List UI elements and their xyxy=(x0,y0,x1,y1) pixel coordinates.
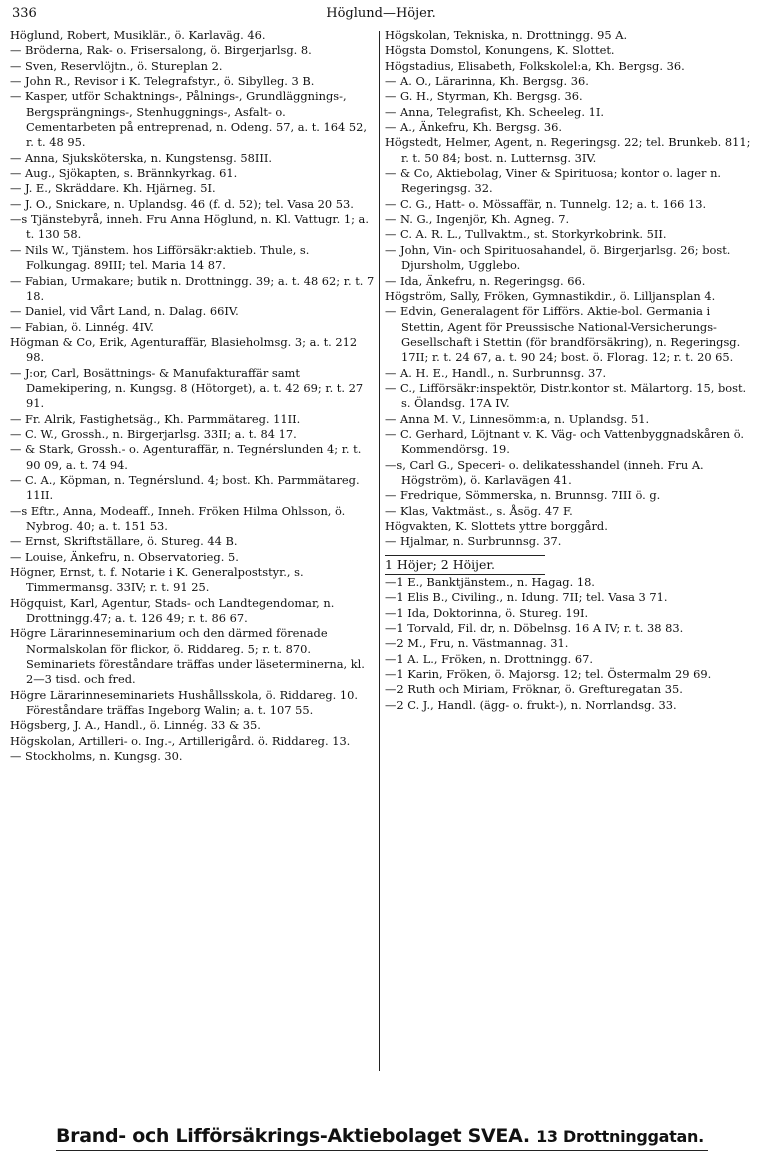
banner-address: 13 Drottninggatan. xyxy=(536,1127,704,1146)
directory-entry: — Ernst, Skriftställare, ö. Stureg. 44 B. xyxy=(10,534,238,549)
directory-entry: — J. O., Snickare, n. Uplandsg. 46 (f. d. 52); tel. Vasa 20 53. xyxy=(10,196,354,211)
directory-entry: — Aug., Sjökapten, s. Brännkyrkag. 61. xyxy=(10,166,238,181)
directory-entry: Högskolan, Tekniska, n. Drottningg. 95 A. xyxy=(385,28,628,42)
directory-entry: — C. Gerhard, Löjtnant v. K. Väg- och Vattenbyggnadskåren ö. Kommendörsg. 19. xyxy=(385,426,745,457)
running-head: Höglund—Höjer. xyxy=(326,6,436,21)
directory-entry: —1 Elis B., Civiling., n. Idung. 7II; tel. Vasa 3 71. xyxy=(385,590,668,605)
page-number: 336 xyxy=(12,6,37,21)
directory-entry: —1 Torvald, Fil. dr, n. Döbelnsg. 16 A IV; r. t. 38 83. xyxy=(385,621,684,636)
directory-entry: Högquist, Karl, Agentur, Stads- och Landtegendomar, n. Drottningg.47; a. t. 126 49; r. t. 86 67. xyxy=(10,595,335,626)
directory-entry: — Nils W., Tjänstem. hos Lifförsäkr:aktieb. Thule, s. Folkungag. 89III; tel. Maria 14 87. xyxy=(10,242,310,273)
directory-entry: — Louise, Änkefru, n. Observatorieg. 5. xyxy=(10,549,239,564)
banner-underline xyxy=(56,1150,708,1151)
directory-entry: Högre Lärarinneseminarium och den därmed förenade Normalskolan för flickor, ö. Riddareg. 5; r. t. 870. Seminariets föreståndare träffas under läseterminerna, kl. 2—3 tisd. och fred. xyxy=(10,626,365,687)
directory-entry: — Kasper, utför Schaktnings-, Pålnings-, Grundläggnings-, Bergsprängnings-, Stenhuggnings-, Asfalt- o. Cementarbeten på entreprenad, n. Odeng. 57, a. t. 164 52, r. t. 48 95. xyxy=(10,89,368,150)
directory-entry: — J:or, Carl, Bosättnings- & Manufakturaffär samt Damekipering, n. Kungsg. 8 (Hötorget), a. t. 42 69; r. t. 27 91. xyxy=(10,365,364,411)
advertisement-banner xyxy=(56,1125,716,1147)
directory-entry: — & Stark, Grossh.- o. Agenturaffär, n. Tegnérslunden 4; r. t. 90 09, a. t. 74 94. xyxy=(10,442,362,472)
directory-entry: — Daniel, vid Vårt Land, n. Dalag. 66IV. xyxy=(10,304,239,319)
directory-entry: Högstadius, Elisabeth, Folkskolel:a, Kh. Bergsg. 36. xyxy=(385,58,685,73)
directory-entry: — G. H., Styrman, Kh. Bergsg. 36. xyxy=(385,89,583,104)
directory-entry: — Fredrique, Sömmerska, n. Brunnsg. 7III ö. g. xyxy=(385,488,661,503)
directory-entry: — Ida, Änkefru, n. Regeringsg. 66. xyxy=(385,273,586,288)
directory-entry: — Edvin, Generalagent för Lifförs. Aktie-bol. Germania i Stettin, Agent för Preussische National-Versicherungs-Gesellschaft i Stettin (för brandförsäkring), n. Regeringsg. 17II; r. t. 24 67, a. t. 90 24; bost. ö. Florag. 12; r. t. 20 65. xyxy=(385,304,741,365)
directory-entry: — Anna M. V., Linnesömm:a, n. Uplandsg. 51. xyxy=(385,411,650,426)
directory-entry: Högstedt, Helmer, Agent, n. Regeringsg. 22; tel. Brunkeb. 811; r. t. 50 84; bost. n. Lutternsg. 3IV. xyxy=(385,135,751,165)
directory-entry: — N. G., Ingenjör, Kh. Agneg. 7. xyxy=(385,212,570,227)
directory-entry: —1 A. L., Fröken, n. Drottningg. 67. xyxy=(385,651,594,666)
directory-entry: — Anna, Telegrafist, Kh. Scheeleg. 1I. xyxy=(385,104,604,119)
directory-entry: —2 Ruth och Miriam, Fröknar, ö. Grefturegatan 35. xyxy=(385,682,683,697)
directory-entry: — & Co, Aktiebolag, Viner & Spirituosa; kontor o. lager n. Regeringsg. 32. xyxy=(385,166,722,196)
columns xyxy=(10,28,754,1128)
directory-entry: — C. W., Grossh., n. Birgerjarlsg. 33II; a. t. 84 17. xyxy=(10,426,297,441)
directory-entry: —2 C. J., Handl. (ägg- o. frukt-), n. Norrlandsg. 33. xyxy=(385,697,677,712)
directory-entry: — J. E., Skräddare. Kh. Hjärneg. 5I. xyxy=(10,181,216,196)
directory-entry: — Anna, Sjuksköterska, n. Kungstensg. 58III. xyxy=(10,150,272,165)
directory-entry: —s Eftr., Anna, Modeaff., Inneh. Fröken Hilma Ohlsson, ö. Nybrog. 40; a. t. 151 53. xyxy=(10,503,346,533)
directory-entry: — C. G., Hatt- o. Mössaffär, n. Tunnelg. 12; a. t. 166 13. xyxy=(385,196,707,211)
directory-entry: Höglund, Robert, Musiklär., ö. Karlaväg. 46. xyxy=(10,28,266,42)
section-heading: 1 Höjer; 2 Höijer. xyxy=(385,555,545,575)
directory-entry: Högre Lärarinneseminariets Hushållsskola, ö. Riddareg. 10. Föreståndare träffas Ingeborg Walin; a. t. 107 55. xyxy=(10,687,358,718)
directory-entry: —1 Ida, Doktorinna, ö. Stureg. 19I. xyxy=(385,605,589,620)
directory-entry: — A., Änkefru, Kh. Bergsg. 36. xyxy=(385,120,562,135)
directory-entry: — Klas, Vaktmäst., s. Åsög. 47 F. xyxy=(385,503,573,518)
directory-entry: — Fabian, Urmakare; butik n. Drottningg. 39; a. t. 48 62; r. t. 7 18. xyxy=(10,273,375,303)
directory-entry: — Bröderna, Rak- o. Frisersalong, ö. Birgerjarlsg. 8. xyxy=(10,43,312,58)
banner-text: Brand- och Lifförsäkrings-Aktiebolaget SVEA. xyxy=(56,1125,530,1147)
directory-entry: Högner, Ernst, t. f. Notarie i K. Generalpoststyr., s. Timmermansg. 33IV; r. t. 91 25. xyxy=(10,565,304,595)
directory-entry: Högskolan, Artilleri- o. Ing.-, Artillerigård. ö. Riddareg. 13. xyxy=(10,733,351,748)
left-column xyxy=(10,28,379,1128)
right-column xyxy=(380,28,752,1128)
directory-entry: —1 E., Banktjänstem., n. Hagag. 18. xyxy=(385,575,595,590)
directory-entry: — Fr. Alrik, Fastighetsäg., Kh. Parmmätareg. 11II. xyxy=(10,411,301,426)
directory-entry: — A. H. E., Handl., n. Surbrunnsg. 37. xyxy=(385,365,607,380)
directory-entry: Högsta Domstol, Konungens, K. Slottet. xyxy=(385,43,615,58)
directory-entry: — C. A., Köpman, n. Tegnérslund. 4; bost. Kh. Parmmätareg. 11II. xyxy=(10,472,360,503)
directory-entry: Högsberg, J. A., Handl., ö. Linnég. 33 & 35. xyxy=(10,718,261,733)
directory-entry: —2 M., Fru, n. Västmannag. 31. xyxy=(385,636,569,651)
right-column-bottom xyxy=(385,575,752,713)
directory-entry: — Fabian, ö. Linnég. 4IV. xyxy=(10,319,154,334)
directory-entry: —1 Karin, Fröken, ö. Majorsg. 12; tel. Östermalm 29 69. xyxy=(385,667,712,682)
directory-entry: — C. A. R. L., Tullvaktm., st. Storkyrkobrink. 5II. xyxy=(385,227,667,242)
directory-entry: —s, Carl G., Speceri- o. delikatesshandel (inneh. Fru A. Högström), ö. Karlavägen 41. xyxy=(385,457,704,487)
directory-entry: — A. O., Lärarinna, Kh. Bergsg. 36. xyxy=(385,74,589,89)
directory-entry: — John R., Revisor i K. Telegrafstyr., ö. Sibylleg. 3 B. xyxy=(10,74,315,89)
directory-entry: —s Tjänstebyrå, inneh. Fru Anna Höglund, n. Kl. Vattugr. 1; a. t. 130 58. xyxy=(10,212,369,242)
directory-entry: Högman & Co, Erik, Agenturaffär, Blasieholmsg. 3; a. t. 212 98. xyxy=(10,334,358,365)
directory-entry: — Sven, Reservlöjtn., ö. Stureplan 2. xyxy=(10,58,223,73)
directory-entry: — C., Lifförsäkr:inspektör, Distr.kontor st. Mälartorg. 15, bost. s. Ölandsg. 17A IV. xyxy=(385,380,747,411)
directory-entry: Högström, Sally, Fröken, Gymnastikdir., ö. Lilljansplan 4. xyxy=(385,288,716,303)
directory-entry: — Hjalmar, n. Surbrunnsg. 37. xyxy=(385,534,562,549)
directory-entry: Högvakten, K. Slottets yttre borggård. xyxy=(385,519,608,533)
right-column-top xyxy=(385,28,752,550)
directory-entry: — John, Vin- och Spirituosahandel, ö. Birgerjarlsg. 26; bost. Djursholm, Ugglebo. xyxy=(385,242,731,273)
directory-entry: — Stockholms, n. Kungsg. 30. xyxy=(10,749,183,764)
page-header xyxy=(0,6,762,26)
